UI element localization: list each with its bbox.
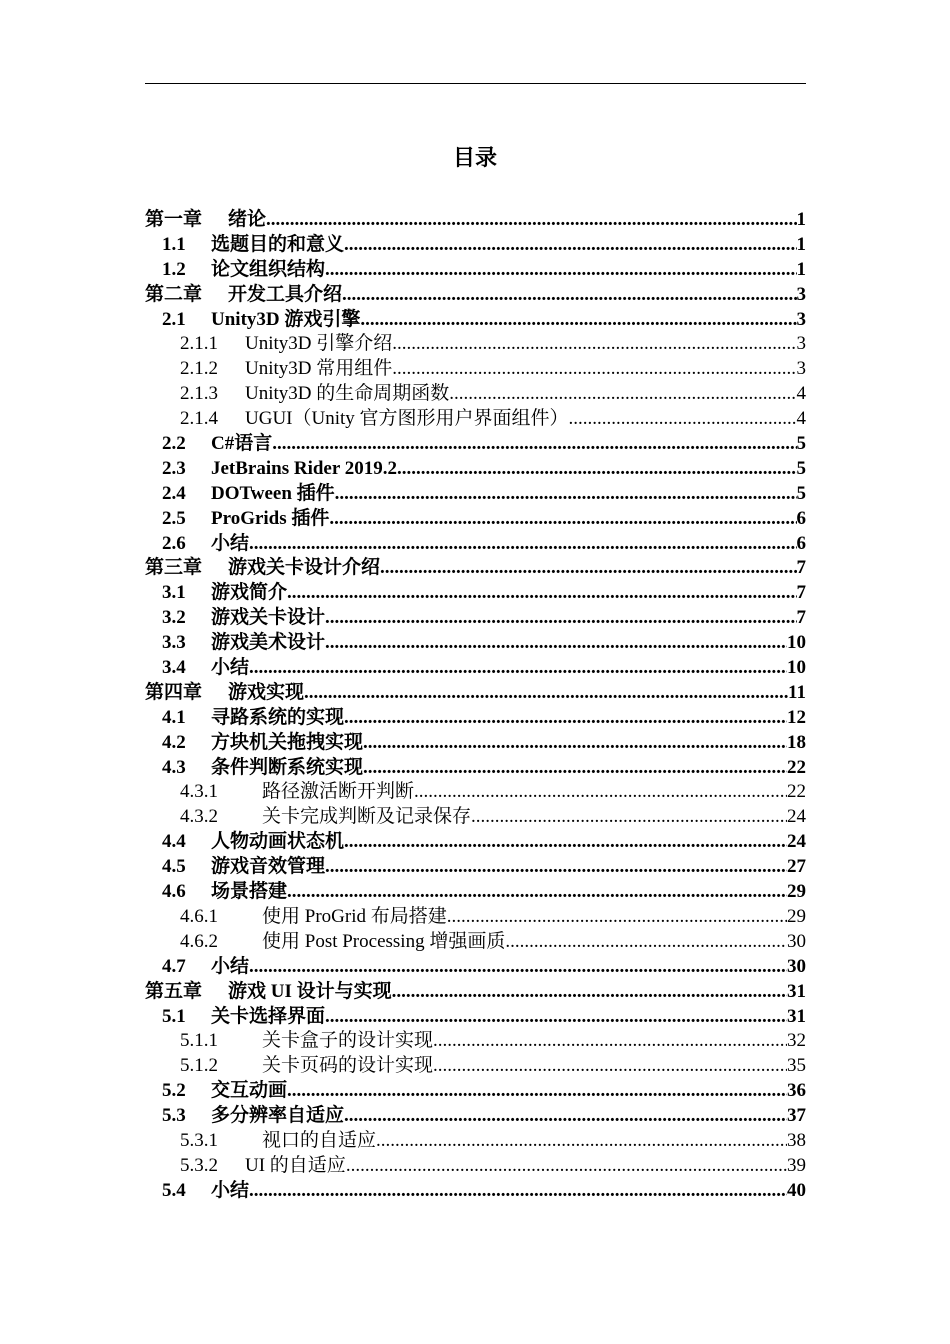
toc-entry-number: 4.7 [162,955,186,977]
toc-entry-title: C#语言 [211,433,273,455]
toc-dot-leader [376,1129,787,1154]
toc-entry[interactable] [145,930,806,955]
toc-dot-leader [344,706,787,731]
toc-entry-page-number: 5 [796,433,806,455]
toc-entry[interactable] [145,656,806,681]
toc-entry-page-number: 22 [787,781,806,803]
toc-entry-page-number: 31 [787,1005,806,1027]
toc-entry-number: 2.5 [162,507,186,529]
toc-entry-title: 游戏 UI 设计与实现 [228,980,392,1002]
toc-entry-title: 游戏音效管理 [211,856,326,878]
toc-entry-title: 关卡页码的设计实现 [262,1055,434,1077]
toc-entry[interactable] [145,1154,806,1179]
toc-dot-leader [363,731,787,756]
toc-entry-number: 第一章 [145,209,203,230]
toc-entry-page-number: 40 [787,1179,806,1201]
toc-entry-number: 第四章 [145,681,203,703]
toc-entry-page-number: 37 [787,1105,806,1127]
toc-entry[interactable] [145,1104,806,1129]
toc-entry-title: 绪论 [228,209,267,230]
toc-entry-title: DOTween 插件 [211,482,335,504]
toc-entry-number: 2.2 [162,433,186,455]
toc-entry[interactable] [145,1054,806,1079]
toc-dot-leader [392,980,787,1005]
toc-entry-number: 2.1.2 [180,358,218,380]
toc-dot-leader [325,258,796,283]
toc-entry-number: 4.2 [162,731,186,753]
toc-entry-title: ProGrids 插件 [211,507,330,529]
toc-entry-number: 4.1 [162,706,186,728]
toc-entry-page-number: 36 [787,1080,806,1102]
toc-entry-page-number: 12 [787,706,806,728]
toc-dot-leader [569,407,797,432]
toc-entry-number: 5.1.1 [180,1030,218,1052]
toc-entry[interactable] [145,1005,806,1030]
toc-entry[interactable] [145,556,806,581]
toc-dot-leader [447,905,787,930]
toc-dot-leader [380,556,796,581]
toc-dot-leader [471,805,787,830]
toc-entry-number: 4.5 [162,856,186,878]
toc-dot-leader [449,382,796,407]
toc-entry[interactable] [145,382,806,407]
toc-entry-page-number: 24 [787,831,806,853]
toc-entry-title: UI 的自适应 [245,1154,346,1176]
toc-entry-title: 使用 Post Processing 增强画质 [262,930,506,952]
toc-entry-title: 游戏实现 [228,681,305,703]
toc-entry-page-number: 32 [787,1030,806,1052]
toc-entry-number: 4.6.1 [180,905,218,927]
toc-entry-number: 第二章 [145,283,203,305]
toc-entry[interactable] [145,332,806,357]
toc-dot-leader [344,830,787,855]
table-of-contents [145,208,806,1204]
toc-entry[interactable] [145,507,806,532]
toc-entry-number: 5.3.1 [180,1129,218,1151]
toc-entry[interactable] [145,233,806,258]
toc-entry-page-number: 3 [796,358,806,380]
toc-entry[interactable] [145,855,806,880]
toc-entry[interactable] [145,681,806,706]
toc-entry-number: 3.3 [162,632,186,654]
toc-entry-title: 视口的自适应 [262,1129,377,1151]
toc-entry-title: 小结 [211,1179,250,1201]
toc-entry[interactable] [145,631,806,656]
toc-dot-leader [325,631,787,656]
toc-dot-leader [397,457,797,482]
toc-entry-number: 2.6 [162,532,186,554]
toc-entry-title: 方块机关拖拽实现 [211,731,364,753]
toc-entry-number: 1.2 [162,258,186,280]
toc-entry-page-number: 29 [787,881,806,903]
toc-dot-leader [392,332,796,357]
toc-entry-title: 条件判断系统实现 [211,756,364,778]
toc-entry-title: 小结 [211,657,250,679]
toc-entry-title: 游戏简介 [211,582,288,604]
toc-entry-page-number: 39 [787,1154,806,1176]
toc-entry-page-number: 6 [796,507,806,529]
toc-entry-page-number: 6 [796,532,806,554]
toc-entry-number: 3.2 [162,607,186,629]
toc-entry-page-number: 29 [787,905,806,927]
toc-dot-leader [325,606,796,631]
toc-entry[interactable] [145,258,806,283]
toc-dot-leader [249,532,796,557]
toc-entry-title: 关卡选择界面 [211,1005,326,1027]
toc-entry-number: 5.1 [162,1005,186,1027]
toc-entry[interactable] [145,780,806,805]
toc-entry-title: 关卡完成判断及记录保存 [262,806,472,828]
toc-entry-page-number: 35 [787,1055,806,1077]
toc-dot-leader [346,1154,787,1179]
toc-dot-leader [433,1054,787,1079]
toc-entry-page-number: 7 [796,607,806,629]
toc-entry[interactable] [145,208,806,233]
toc-entry[interactable] [145,1029,806,1054]
toc-entry-number: 4.6 [162,881,186,903]
toc-dot-leader [249,1179,787,1204]
toc-entry-title: 使用 ProGrid 布局搭建 [262,905,447,927]
toc-entry-page-number: 30 [787,930,806,952]
toc-dot-leader [325,855,787,880]
toc-entry-number: 1.1 [162,233,186,255]
toc-dot-leader [505,930,787,955]
toc-entry-number: 4.3.1 [180,781,218,803]
toc-dot-leader [342,283,796,308]
toc-entry-page-number: 31 [787,980,806,1002]
toc-entry-title: 寻路系统的实现 [211,706,345,728]
toc-entry-page-number: 7 [796,557,806,579]
toc-entry-number: 4.4 [162,831,186,853]
toc-entry-page-number: 24 [787,806,806,828]
toc-entry[interactable] [145,457,806,482]
toc-entry[interactable] [145,606,806,631]
toc-entry-number: 4.3 [162,756,186,778]
toc-entry-number: 2.1.1 [180,333,218,355]
toc-dot-leader [344,1104,787,1129]
toc-entry[interactable] [145,880,806,905]
toc-entry-number: 2.1 [162,308,186,330]
toc-dot-leader [392,357,796,382]
toc-entry-number: 2.4 [162,482,186,504]
toc-entry-page-number: 11 [788,681,806,703]
toc-dot-leader [287,1079,787,1104]
toc-entry-number: 5.3.2 [180,1154,218,1176]
toc-entry-title: Unity3D 引擎介绍 [245,333,393,355]
toc-entry-number: 2.1.4 [180,408,218,430]
toc-entry[interactable] [145,308,806,333]
toc-entry-page-number: 1 [796,209,806,230]
toc-entry-page-number: 27 [787,856,806,878]
toc-entry-title: Unity3D 游戏引擎 [211,308,361,330]
toc-entry-number: 3.1 [162,582,186,604]
toc-entry[interactable] [145,1129,806,1154]
toc-entry[interactable] [145,407,806,432]
toc-entry-number: 2.3 [162,457,186,479]
toc-entry-title: 游戏关卡设计 [211,607,326,629]
toc-dot-leader [414,780,787,805]
toc-entry-page-number: 10 [787,657,806,679]
toc-entry-title: 小结 [211,955,250,977]
toc-entry-page-number: 22 [787,756,806,778]
toc-entry[interactable] [145,756,806,781]
toc-entry-number: 3.4 [162,657,186,679]
toc-entry[interactable] [145,1179,806,1204]
toc-entry-page-number: 5 [796,457,806,479]
toc-entry-title: 交互动画 [211,1080,288,1102]
toc-entry-title: UGUI（Unity 官方图形用户界面组件） [245,408,569,430]
toc-entry-title: JetBrains Rider 2019.2 [211,457,397,479]
toc-dot-leader [363,756,787,781]
toc-entry-number: 5.3 [162,1105,186,1127]
toc-dot-leader [287,880,787,905]
toc-dot-leader [249,656,787,681]
toc-dot-leader [325,1005,787,1030]
toc-entry-page-number: 4 [796,408,806,430]
toc-entry-number: 第五章 [145,980,203,1002]
toc-entry-number: 5.2 [162,1080,186,1102]
toc-dot-leader [266,208,796,233]
toc-entry[interactable] [145,805,806,830]
toc-entry-title: 选题目的和意义 [211,233,345,255]
toc-dot-leader [287,581,796,606]
toc-entry-page-number: 38 [787,1129,806,1151]
toc-entry-title: 多分辨率自适应 [211,1105,345,1127]
toc-entry-title: 开发工具介绍 [228,283,343,305]
toc-entry-page-number: 4 [796,383,806,405]
toc-entry[interactable] [145,830,806,855]
toc-dot-leader [272,432,796,457]
toc-entry-title: 游戏美术设计 [211,632,326,654]
toc-title: 目录 [452,146,497,171]
toc-entry-page-number: 5 [796,482,806,504]
toc-entry[interactable] [145,482,806,507]
toc-entry-number: 2.1.3 [180,383,218,405]
toc-entry[interactable] [145,432,806,457]
toc-entry-title: 论文组织结构 [211,258,326,280]
toc-entry-number: 第三章 [145,557,203,579]
toc-dot-leader [304,681,788,706]
toc-entry-title: 场景搭建 [211,881,288,903]
toc-entry-page-number: 3 [796,333,806,355]
toc-entry-number: 4.3.2 [180,806,218,828]
toc-entry-page-number: 30 [787,955,806,977]
toc-entry[interactable] [145,581,806,606]
header-rule [145,83,806,84]
toc-entry-page-number: 1 [796,233,806,255]
toc-entry-number: 4.6.2 [180,930,218,952]
toc-entry[interactable] [145,955,806,980]
toc-entry[interactable] [145,706,806,731]
toc-dot-leader [335,482,797,507]
toc-entry[interactable] [145,1079,806,1104]
toc-dot-leader [344,233,796,258]
toc-entry[interactable] [145,357,806,382]
toc-entry-title: 小结 [211,532,250,554]
toc-entry[interactable] [145,905,806,930]
toc-dot-leader [433,1029,787,1054]
toc-dot-leader [329,507,796,532]
toc-entry-title: Unity3D 常用组件 [245,358,393,380]
toc-dot-leader [249,955,787,980]
toc-entry-number: 5.1.2 [180,1055,218,1077]
toc-entry-page-number: 18 [787,731,806,753]
toc-entry[interactable] [145,283,806,308]
toc-entry-page-number: 1 [796,258,806,280]
toc-entry-number: 5.4 [162,1179,186,1201]
toc-entry-title: Unity3D 的生命周期函数 [245,383,450,405]
toc-entry[interactable] [145,731,806,756]
toc-dot-leader [360,308,796,333]
toc-entry-title: 关卡盒子的设计实现 [262,1030,434,1052]
toc-entry-title: 游戏关卡设计介绍 [228,557,381,579]
toc-entry-title: 人物动画状态机 [211,831,345,853]
toc-entry-page-number: 7 [796,582,806,604]
toc-entry[interactable] [145,980,806,1005]
toc-entry-page-number: 3 [796,283,806,305]
toc-entry-page-number: 3 [796,308,806,330]
toc-entry-title: 路径激活断开判断 [262,781,415,803]
toc-entry[interactable] [145,532,806,557]
toc-entry-page-number: 10 [787,632,806,654]
